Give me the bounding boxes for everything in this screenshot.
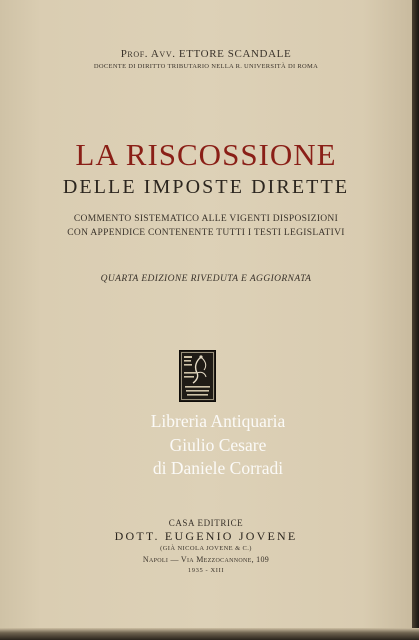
publisher-label: CASA EDITRICE: [168, 518, 244, 528]
commentary-line-1: COMMENTO SISTEMATICO ALLE VIGENTI DISPOSIZIONI: [73, 214, 339, 224]
watermark-line-2: Giulio Cesare: [169, 435, 267, 455]
edition-note: QUARTA EDIZIONE RIVEDUTA E AGGIORNATA: [100, 274, 312, 284]
commentary-line-2: CON APPENDICE CONTENENTE TUTTI I TESTI LEGISLATIVI: [67, 228, 345, 238]
watermark-line-3: di Daniele Corradi: [152, 458, 284, 478]
page-bottom-edge: [0, 628, 419, 640]
book-subtitle: DELLE IMPOSTE DIRETTE: [62, 176, 350, 198]
author-role: DOCENTE DI DIRITTO TRIBUTARIO NELLA R. UNIVERSITÀ DI ROMA: [93, 63, 319, 70]
page-right-edge: [412, 0, 419, 640]
publisher-former-name: (GIÀ NICOLA JOVENE & C.): [160, 545, 252, 552]
publisher-name: DOTT. EUGENIO JOVENE: [114, 529, 298, 543]
publisher-emblem-icon: [179, 350, 216, 402]
publication-year: 1935 - XIII: [187, 567, 225, 574]
publisher-address: Napoli — Via Mezzocannone, 109: [142, 555, 270, 564]
author-name: Prof. Avv. ETTORE SCANDALE: [120, 48, 292, 60]
book-title: LA RISCOSSIONE: [75, 137, 337, 172]
watermark-line-1: Libreria Antiquaria: [150, 411, 286, 431]
